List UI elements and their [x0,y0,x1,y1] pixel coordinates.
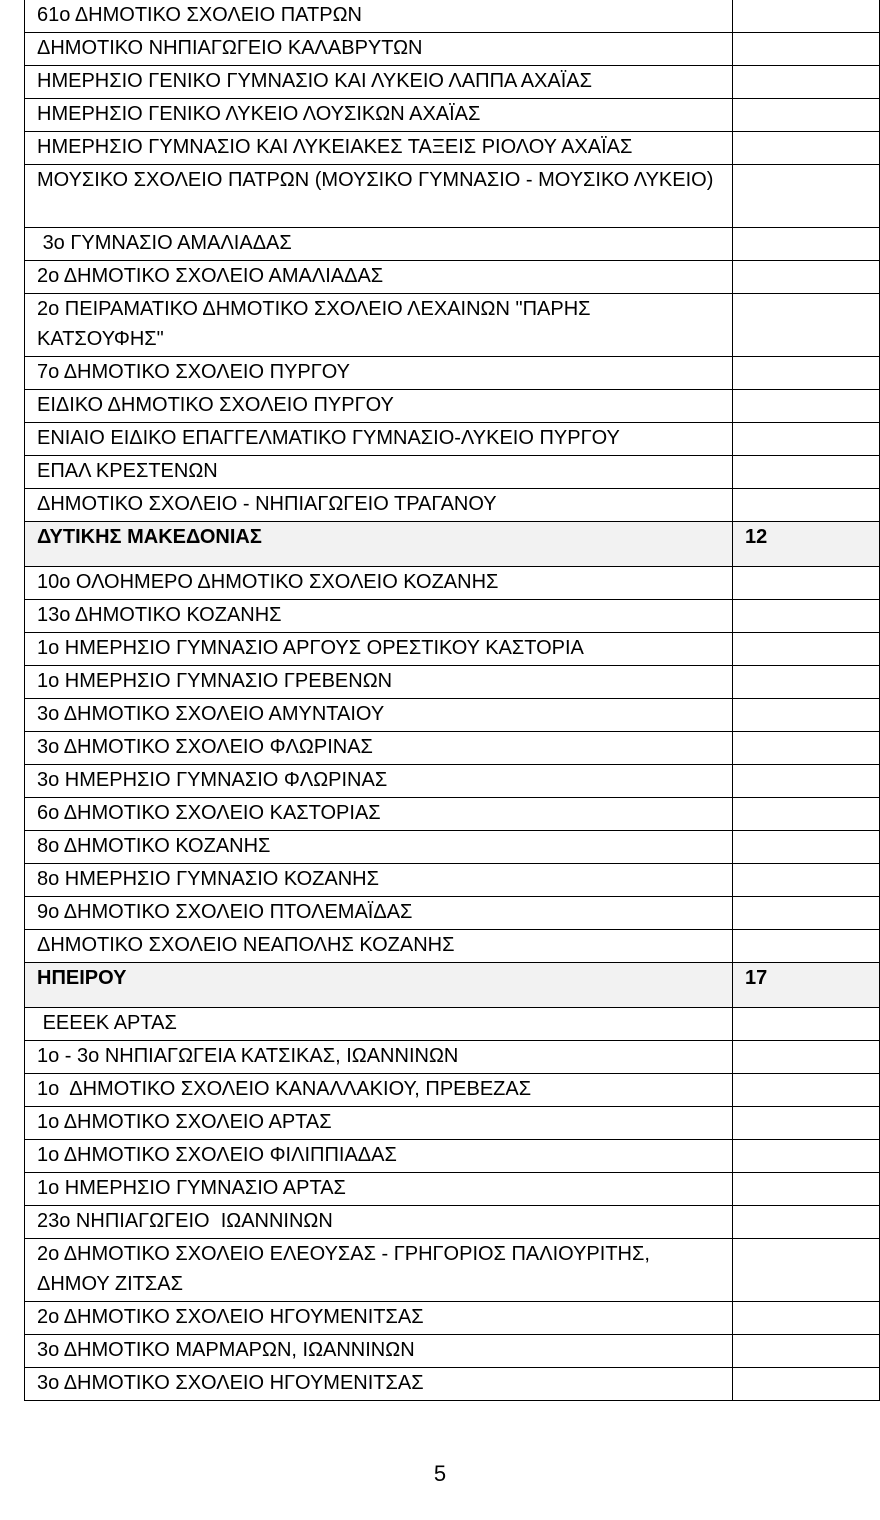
school-count [733,132,880,165]
table-row [25,33,880,66]
school-name: 1ο ΗΜΕΡΗΣΙΟ ΓΥΜΝΑΣΙΟ ΑΡΓΟΥΣ ΟΡΕΣΤΙΚΟΥ ΚΑΣΤΟΡΙΑ [25,633,733,666]
table-row [25,732,880,765]
school-name: ΗΜΕΡΗΣΙΟ ΓΥΜΝΑΣΙΟ ΚΑΙ ΛΥΚΕΙΑΚΕΣ ΤΑΞΕΙΣ ΡΙΟΛΟΥ ΑΧΑΪΑΣ [25,132,733,165]
school-count [733,864,880,897]
table-row [25,1041,880,1074]
school-name: ΔΗΜΟΤΙΚΟ ΣΧΟΛΕΙΟ - ΝΗΠΙΑΓΩΓΕΙΟ ΤΡΑΓΑΝΟΥ [25,489,733,522]
school-count [733,765,880,798]
region-count: 12 [733,522,880,567]
school-count [733,666,880,699]
region-row [25,522,880,567]
school-name: ΔΗΜΟΤΙΚΟ ΣΧΟΛΕΙΟ ΝΕΑΠΟΛΗΣ ΚΟΖΑΝΗΣ [25,930,733,963]
school-name: 7ο ΔΗΜΟΤΙΚΟ ΣΧΟΛΕΙΟ ΠΥΡΓΟΥ [25,357,733,390]
table-row [25,666,880,699]
region-name: ΔΥΤΙΚΗΣ ΜΑΚΕΔΟΝΙΑΣ [25,522,733,567]
table-row [25,699,880,732]
school-name: 3ο ΔΗΜΟΤΙΚΟ ΜΑΡΜΑΡΩΝ, ΙΩΑΝΝΙΝΩΝ [25,1335,733,1368]
school-count [733,831,880,864]
table-row [25,930,880,963]
school-count [733,165,880,228]
school-count [733,1335,880,1368]
table-row [25,1008,880,1041]
school-name: 23ο ΝΗΠΙΑΓΩΓΕΙΟ ΙΩΑΝΝΙΝΩΝ [25,1206,733,1239]
school-count [733,228,880,261]
school-name: ΕΠΑΛ ΚΡΕΣΤΕΝΩΝ [25,456,733,489]
school-name: 13ο ΔΗΜΟΤΙΚΟ ΚΟΖΑΝΗΣ [25,600,733,633]
school-name: 2ο ΔΗΜΟΤΙΚΟ ΣΧΟΛΕΙΟ ΕΛΕΟΥΣΑΣ - ΓΡΗΓΟΡΙΟΣ ΠΑΛΙΟΥΡΙΤΗΣ, ΔΗΜΟΥ ΖΙΤΣΑΣ [25,1239,733,1302]
table-row [25,1206,880,1239]
table-row [25,423,880,456]
table-row [25,831,880,864]
school-count [733,699,880,732]
table-row [25,897,880,930]
region-name: ΗΠΕΙΡΟΥ [25,963,733,1008]
table-row [25,1302,880,1335]
table-row [25,0,880,33]
school-count [733,66,880,99]
table-row [25,600,880,633]
school-count [733,489,880,522]
school-count [733,897,880,930]
table-row [25,99,880,132]
table-row [25,165,880,228]
school-name: 1ο ΔΗΜΟΤΙΚΟ ΣΧΟΛΕΙΟ ΚΑΝΑΛΛΑΚΙΟΥ, ΠΡΕΒΕΖΑΣ [25,1074,733,1107]
table-row [25,1173,880,1206]
school-count [733,1173,880,1206]
table-body [25,0,880,1401]
school-count [733,261,880,294]
school-name: 8ο ΔΗΜΟΤΙΚΟ ΚΟΖΑΝΗΣ [25,831,733,864]
school-name: ΜΟΥΣΙΚΟ ΣΧΟΛΕΙΟ ΠΑΤΡΩΝ (ΜΟΥΣΙΚΟ ΓΥΜΝΑΣΙΟ - ΜΟΥΣΙΚΟ ΛΥΚΕΙΟ) [25,165,733,228]
school-name: 1ο ΔΗΜΟΤΙΚΟ ΣΧΟΛΕΙΟ ΑΡΤΑΣ [25,1107,733,1140]
table-row [25,765,880,798]
school-count [733,423,880,456]
region-count: 17 [733,963,880,1008]
school-count [733,1368,880,1401]
school-name: 2ο ΔΗΜΟΤΙΚΟ ΣΧΟΛΕΙΟ ΑΜΑΛΙΑΔΑΣ [25,261,733,294]
table-row [25,1107,880,1140]
school-count [733,1008,880,1041]
school-name: 1ο - 3ο ΝΗΠΙΑΓΩΓΕΙΑ ΚΑΤΣΙΚΑΣ, ΙΩΑΝΝΙΝΩΝ [25,1041,733,1074]
school-count [733,633,880,666]
table-row [25,294,880,357]
table-row [25,132,880,165]
page-number: 5 [433,1461,447,1486]
table-row [25,798,880,831]
table-row [25,864,880,897]
school-count [733,390,880,423]
school-count [733,99,880,132]
school-name: ΕΕΕΕΚ ΑΡΤΑΣ [25,1008,733,1041]
school-name: 6ο ΔΗΜΟΤΙΚΟ ΣΧΟΛΕΙΟ ΚΑΣΤΟΡΙΑΣ [25,798,733,831]
school-count [733,0,880,33]
school-count [733,1041,880,1074]
school-name: 1ο ΔΗΜΟΤΙΚΟ ΣΧΟΛΕΙΟ ΦΙΛΙΠΠΙΑΔΑΣ [25,1140,733,1173]
school-name: 3ο ΔΗΜΟΤΙΚΟ ΣΧΟΛΕΙΟ ΑΜΥΝΤΑΙΟΥ [25,699,733,732]
region-row [25,963,880,1008]
school-count [733,1140,880,1173]
school-name: 3ο ΔΗΜΟΤΙΚΟ ΣΧΟΛΕΙΟ ΦΛΩΡΙΝΑΣ [25,732,733,765]
school-count [733,33,880,66]
school-name: ΕΝΙΑΙΟ ΕΙΔΙΚΟ ΕΠΑΓΓΕΛΜΑΤΙΚΟ ΓΥΜΝΑΣΙΟ-ΛΥΚΕΙΟ ΠΥΡΓΟΥ [25,423,733,456]
school-name: 9ο ΔΗΜΟΤΙΚΟ ΣΧΟΛΕΙΟ ΠΤΟΛΕΜΑΪΔΑΣ [25,897,733,930]
table-row [25,633,880,666]
school-count [733,1206,880,1239]
school-name: 10ο ΟΛΟΗΜΕΡΟ ΔΗΜΟΤΙΚΟ ΣΧΟΛΕΙΟ ΚΟΖΑΝΗΣ [25,567,733,600]
table-row [25,567,880,600]
school-count [733,1107,880,1140]
table-row [25,1335,880,1368]
school-name: 61ο ΔΗΜΟΤΙΚΟ ΣΧΟΛΕΙΟ ΠΑΤΡΩΝ [25,0,733,33]
school-name: 2ο ΠΕΙΡΑΜΑΤΙΚΟ ΔΗΜΟΤΙΚΟ ΣΧΟΛΕΙΟ ΛΕΧΑΙΝΩΝ "ΠΑΡΗΣ ΚΑΤΣΟΥΦΗΣ" [25,294,733,357]
school-count [733,798,880,831]
school-count [733,567,880,600]
school-name: ΕΙΔΙΚΟ ΔΗΜΟΤΙΚΟ ΣΧΟΛΕΙΟ ΠΥΡΓΟΥ [25,390,733,423]
school-name: 3ο ΗΜΕΡΗΣΙΟ ΓΥΜΝΑΣΙΟ ΦΛΩΡΙΝΑΣ [25,765,733,798]
table-row [25,357,880,390]
table-row [25,261,880,294]
school-name: ΔΗΜΟΤΙΚΟ ΝΗΠΙΑΓΩΓΕΙΟ ΚΑΛΑΒΡΥΤΩΝ [25,33,733,66]
school-count [733,456,880,489]
table-row [25,1239,880,1302]
table-row [25,228,880,261]
school-count [733,1074,880,1107]
school-count [733,600,880,633]
table-row [25,1368,880,1401]
school-name: 3ο ΓΥΜΝΑΣΙΟ ΑΜΑΛΙΑΔΑΣ [25,228,733,261]
table-row [25,489,880,522]
school-name: 1ο ΗΜΕΡΗΣΙΟ ΓΥΜΝΑΣΙΟ ΓΡΕΒΕΝΩΝ [25,666,733,699]
school-name: 8ο ΗΜΕΡΗΣΙΟ ΓΥΜΝΑΣΙΟ ΚΟΖΑΝΗΣ [25,864,733,897]
table-row [25,1140,880,1173]
table-row [25,1074,880,1107]
school-count [733,732,880,765]
school-count [733,930,880,963]
table-row [25,66,880,99]
school-name: 1ο ΗΜΕΡΗΣΙΟ ΓΥΜΝΑΣΙΟ ΑΡΤΑΣ [25,1173,733,1206]
school-name: ΗΜΕΡΗΣΙΟ ΓΕΝΙΚΟ ΛΥΚΕΙΟ ΛΟΥΣΙΚΩΝ ΑΧΑΪΑΣ [25,99,733,132]
table-row [25,390,880,423]
school-name: ΗΜΕΡΗΣΙΟ ΓΕΝΙΚΟ ΓΥΜΝΑΣΙΟ ΚΑΙ ΛΥΚΕΙΟ ΛΑΠΠΑ ΑΧΑΪΑΣ [25,66,733,99]
school-count [733,1239,880,1302]
table-row [25,456,880,489]
school-name: 3ο ΔΗΜΟΤΙΚΟ ΣΧΟΛΕΙΟ ΗΓΟΥΜΕΝΙΤΣΑΣ [25,1368,733,1401]
school-count [733,1302,880,1335]
school-count [733,357,880,390]
schools-table [24,0,880,1401]
school-name: 2ο ΔΗΜΟΤΙΚΟ ΣΧΟΛΕΙΟ ΗΓΟΥΜΕΝΙΤΣΑΣ [25,1302,733,1335]
school-count [733,294,880,357]
